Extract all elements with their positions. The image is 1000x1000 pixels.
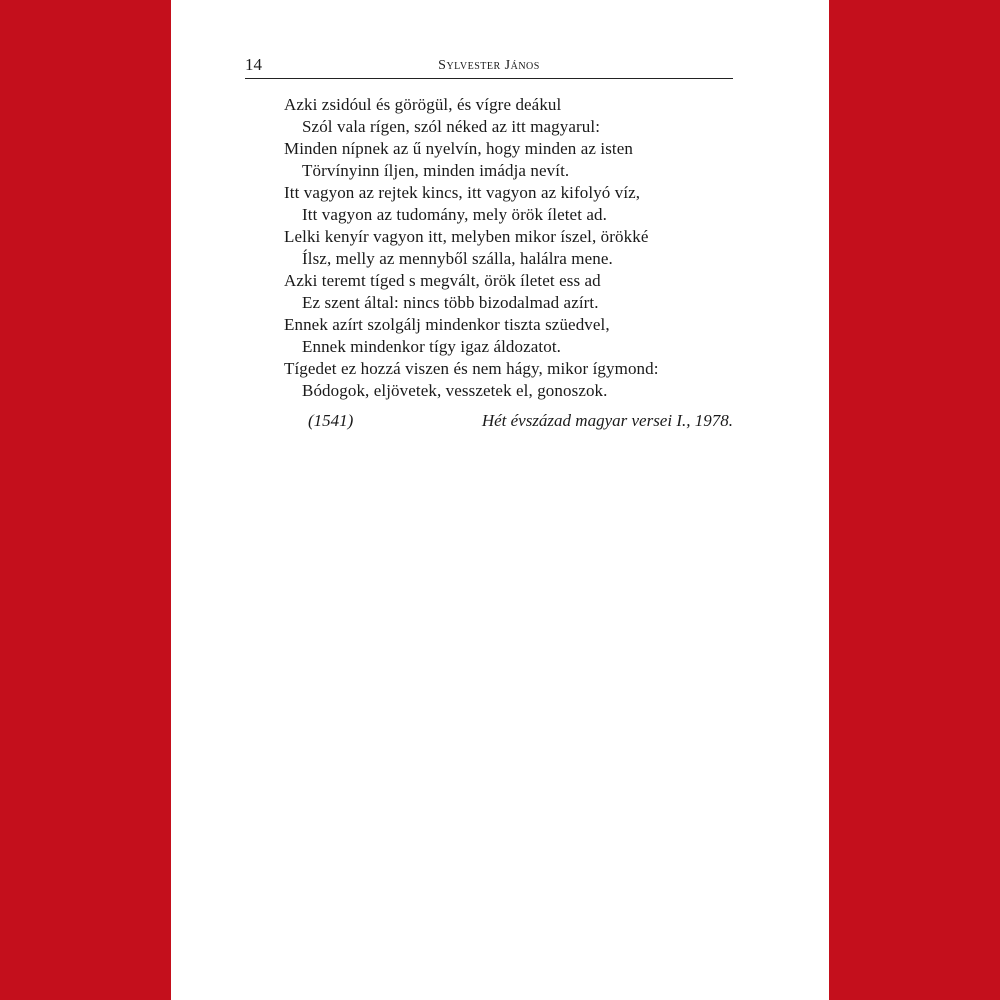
poem-line: Ennek mindenkor tígy igaz áldozatot. — [302, 337, 561, 356]
poem-line: Azki teremt tíged s megvált, örök íletet ess ad — [284, 271, 601, 290]
book-page — [171, 0, 829, 1000]
poem-line: Szól vala rígen, szól néked az itt magyarul: — [302, 117, 601, 136]
poem-line: Azki zsidóul és görögül, és vígre deákul — [284, 95, 562, 114]
poem-line: Itt vagyon az rejtek kincs, itt vagyon az kifolyó víz, — [284, 183, 641, 202]
page-number: 14 — [245, 55, 262, 74]
poem-line: Bódogok, eljövetek, vesszetek el, gonoszok. — [302, 381, 608, 400]
source-citation: Hét évszázad magyar versei I., 1978. — [481, 411, 733, 430]
source-year: (1541) — [308, 411, 354, 430]
poem-body — [284, 94, 754, 402]
poem-line: Lelki kenyír vagyon itt, melyben mikor íszel, örökké — [284, 227, 649, 246]
running-head — [245, 52, 733, 79]
poem-line: Minden nípnek az ű nyelvín, hogy minden az isten — [284, 139, 633, 158]
poem-line: Ez szent által: nincs több bizodalmad azírt. — [302, 293, 599, 312]
poem-line: Törvínyinn íljen, minden imádja nevít. — [302, 161, 570, 180]
poem-line: Ennek azírt szolgálj mindenkor tiszta szüedvel, — [284, 315, 610, 334]
poem-line: Tígedet ez hozzá viszen és nem hágy, mikor ígymond: — [284, 359, 659, 378]
poem-line: Ílsz, melly az mennyből szálla, halálra mene. — [302, 249, 613, 268]
source-note — [308, 410, 733, 432]
poem-line: Itt vagyon az tudomány, mely örök íletet ad. — [302, 205, 607, 224]
author-name: Sylvester János — [438, 58, 540, 73]
